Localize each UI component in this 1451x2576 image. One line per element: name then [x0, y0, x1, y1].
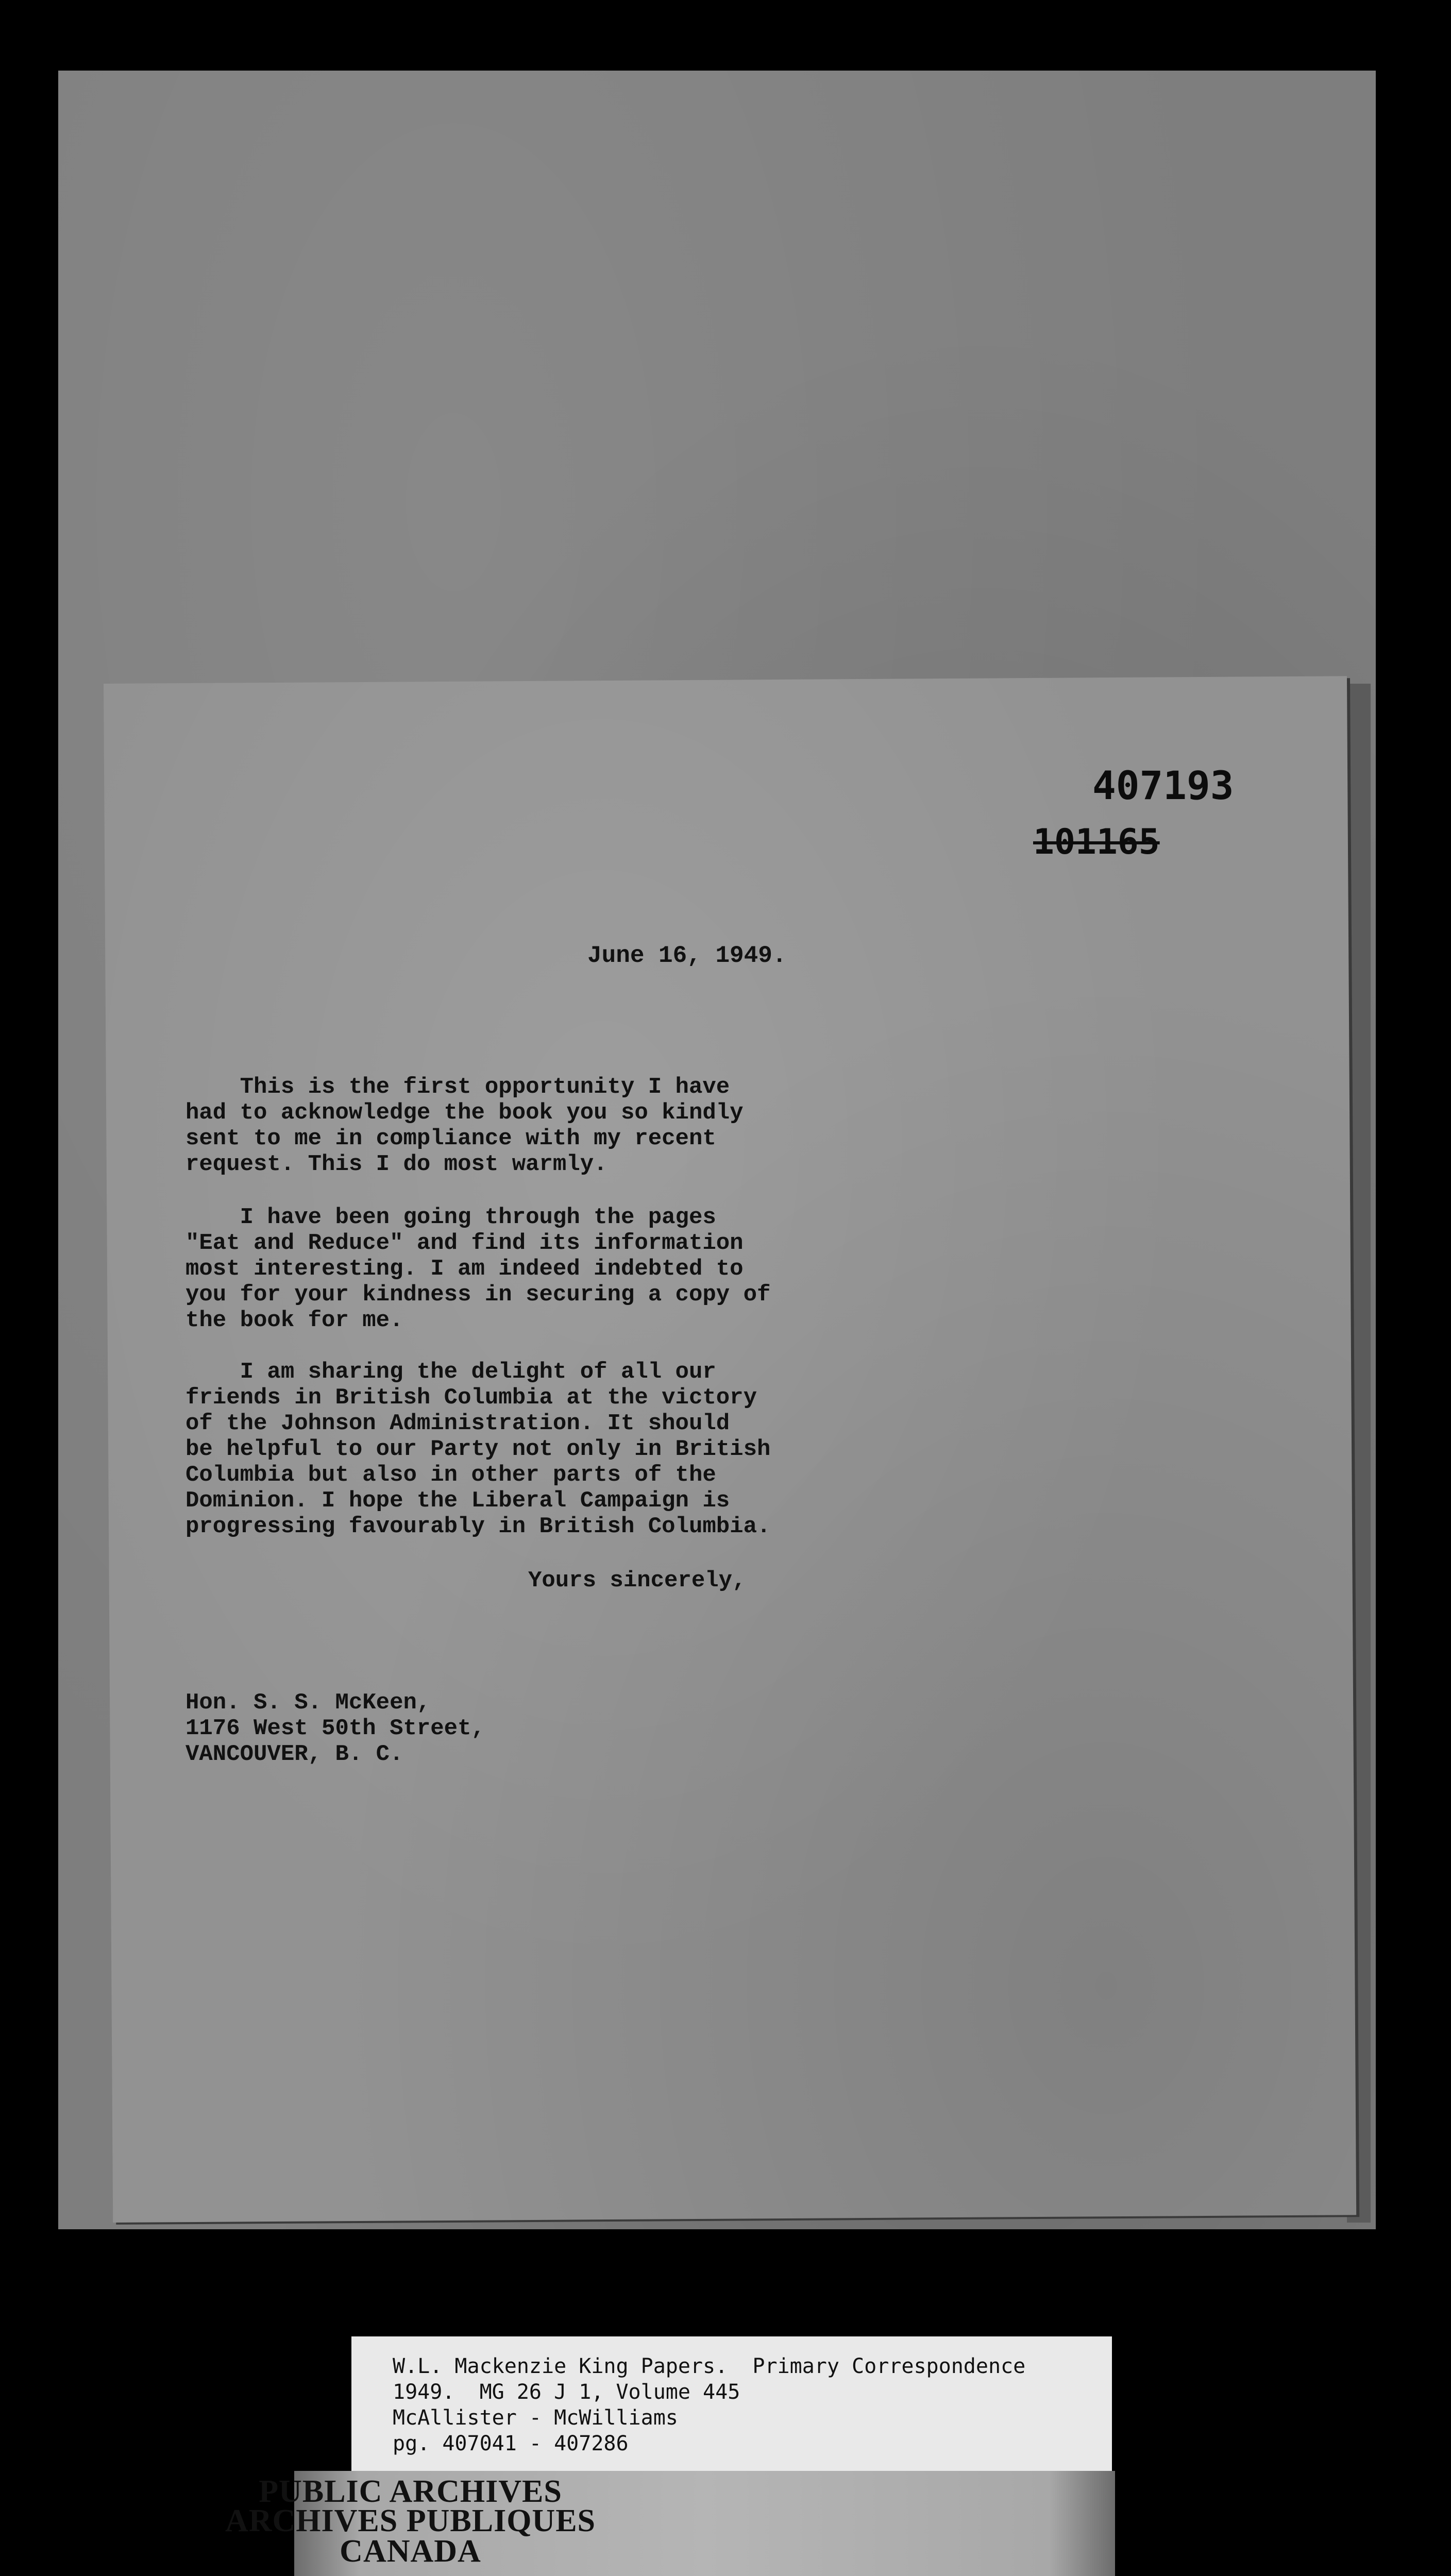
- letter-date: June 16, 1949.: [587, 942, 787, 969]
- old-page-number: 101165: [1033, 822, 1160, 862]
- page-number: 407193: [1092, 762, 1234, 808]
- letter-paragraph-1: This is the first opportunity I have had to acknowledge the book you so kindly sent to me in compliance with my recent request. This I do most warmly.: [185, 1074, 744, 1177]
- stamp-line-3: CANADA: [340, 2534, 481, 2569]
- archive-label-text: W.L. Mackenzie King Papers. Primary Correspondence 1949. MG 26 J 1, Volume 445 McAllister - McWilliams pg. 407041 - 407286: [393, 2354, 1026, 2455]
- stamp-line-2: ARCHIVES PUBLIQUES: [225, 2503, 596, 2538]
- letter-closing: Yours sincerely,: [528, 1568, 746, 1594]
- recipient-address: Hon. S. S. McKeen, 1176 West 50th Street, VANCOUVER, B. C.: [185, 1690, 485, 1767]
- letter-paragraph-3: I am sharing the delight of all our friends in British Columbia at the victory of the Johnson Administration. It should be helpful to our Party not only in British Columbia but also in other parts of the Dominion. I hope the Liberal Campaign is progressing favourably in British Columbia.: [185, 1359, 771, 1539]
- letter-paragraph-2: I have been going through the pages "Eat and Reduce" and find its information most interesting. I am indeed indebted to you for your kindness in securing a copy of the book for me.: [185, 1205, 771, 1333]
- stamp-line-1: PUBLIC ARCHIVES: [259, 2474, 562, 2509]
